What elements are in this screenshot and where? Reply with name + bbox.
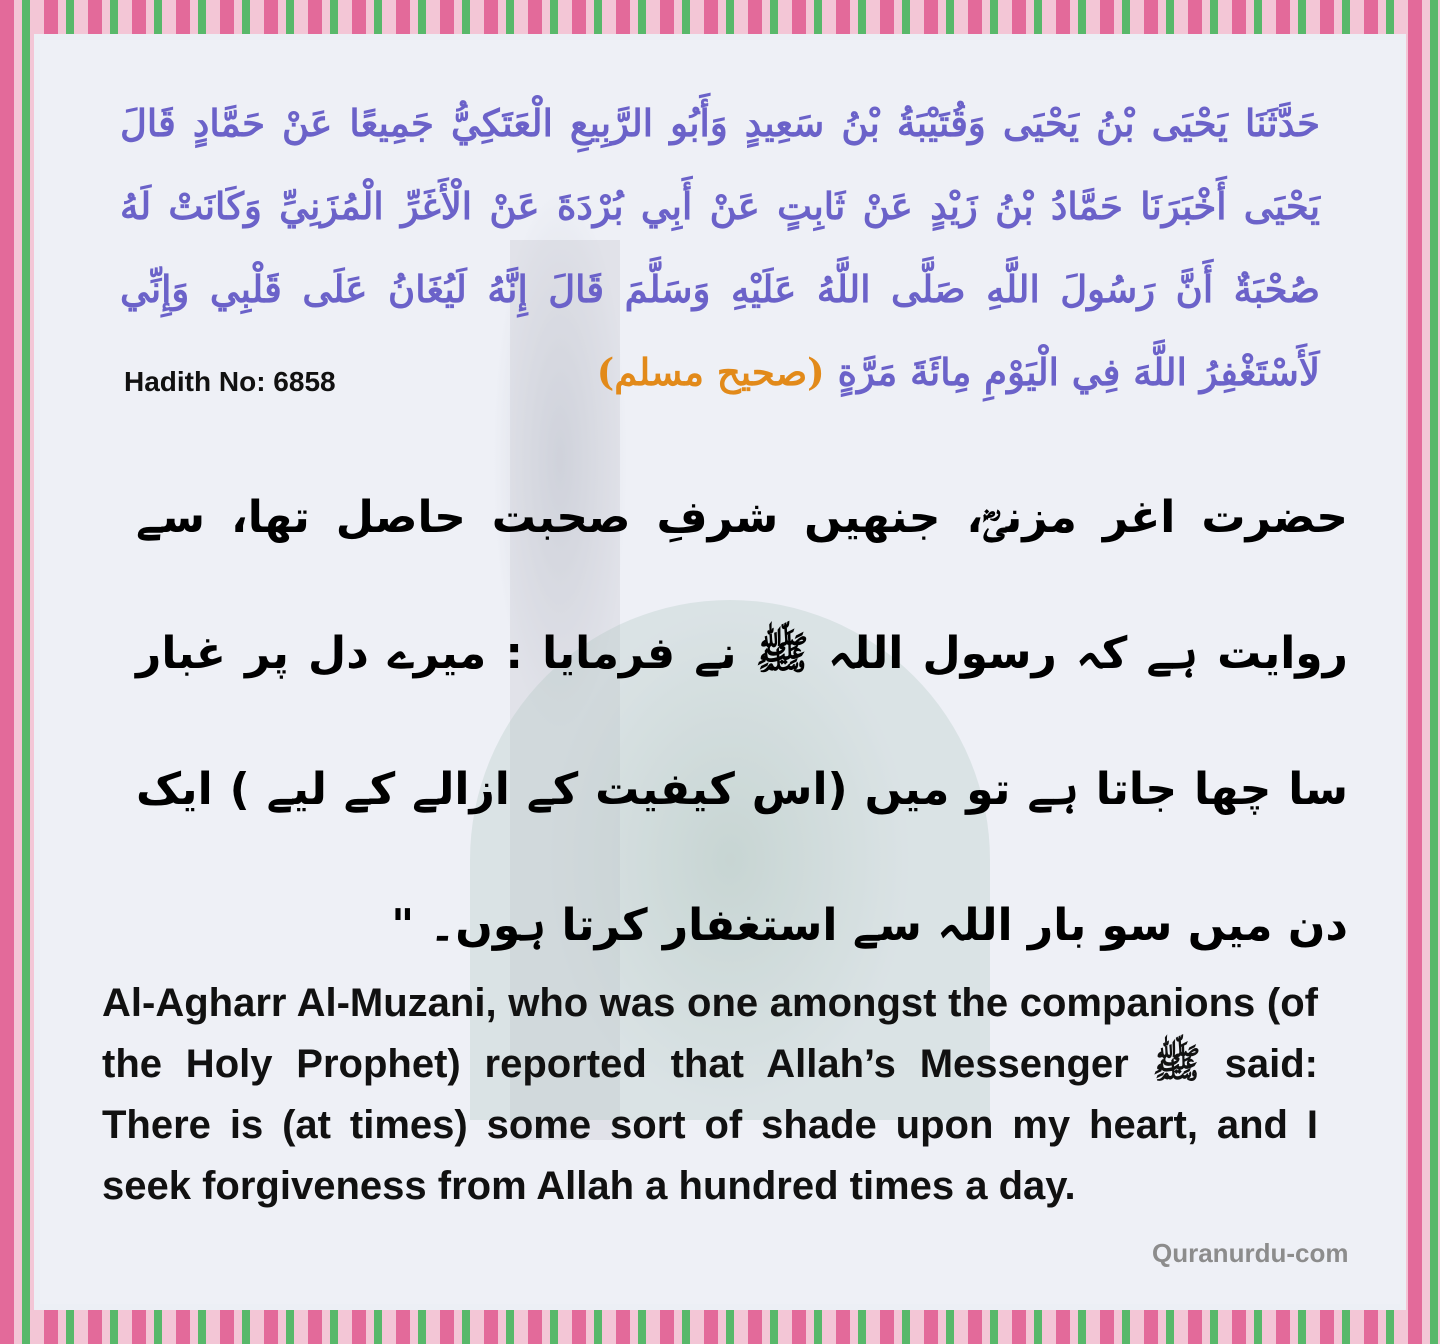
urdu-translation: حضرت اغر مزنیؓ، جنھیں شرفِ صحبت حاصل تھا، سے روایت ہے کہ رسول اللہ ﷺ نے فرمایا : میرے دل پر غبار سا چھا جاتا ہے تو میں (اس کیفیت کے ازالے کے لیے ) ایک دن میں سو بار اللہ سے استغفار کرتا ہوں۔ " — [136, 492, 1348, 951]
arabic-source-label: (صحیح مسلم) — [596, 350, 825, 394]
arabic-text: حَدَّثَنَا يَحْيَى بْنُ يَحْيَى وَقُتَيْبَةُ بْنُ سَعِيدٍ وَأَبُو الرَّبِيعِ الْعَتَكِيُّ جَمِيعًا عَنْ حَمَّادٍ قَالَ يَحْيَى أَخْبَرَنَا حَمَّادُ بْنُ زَيْدٍ عَنْ ثَابِتٍ عَنْ أَبِي بُرْدَةَ عَنْ الْأَغَرِّ الْمُزَنِيِّ وَكَانَتْ لَهُ صُحْبَةٌ أَنَّ رَسُولَ اللَّهِ صَلَّى اللَّهُ عَلَيْهِ وَسَلَّمَ قَالَ إِنَّهُ لَيُغَانُ عَلَى قَلْبِي وَإِنِّي لَأَسْتَغْفِرُ اللَّهَ فِي الْيَوْمِ مِائَةَ مَرَّةٍ — [120, 101, 1320, 394]
content-panel — [40, 40, 1400, 1304]
site-watermark: Quranurdu-com — [1152, 1238, 1349, 1268]
arabic-hadith-text — [120, 82, 1320, 414]
hadith-number: Hadith No: 6858 — [124, 366, 336, 397]
english-translation: Al-Agharr Al-Muzani, who was one amongst the companions (of the Holy Prophet) reported that Allah’s Messenger ﷺ said: There is (at times) some sort of shade upon my heart, and I seek forgiveness from Allah a hundred times a day. — [102, 981, 1318, 1208]
